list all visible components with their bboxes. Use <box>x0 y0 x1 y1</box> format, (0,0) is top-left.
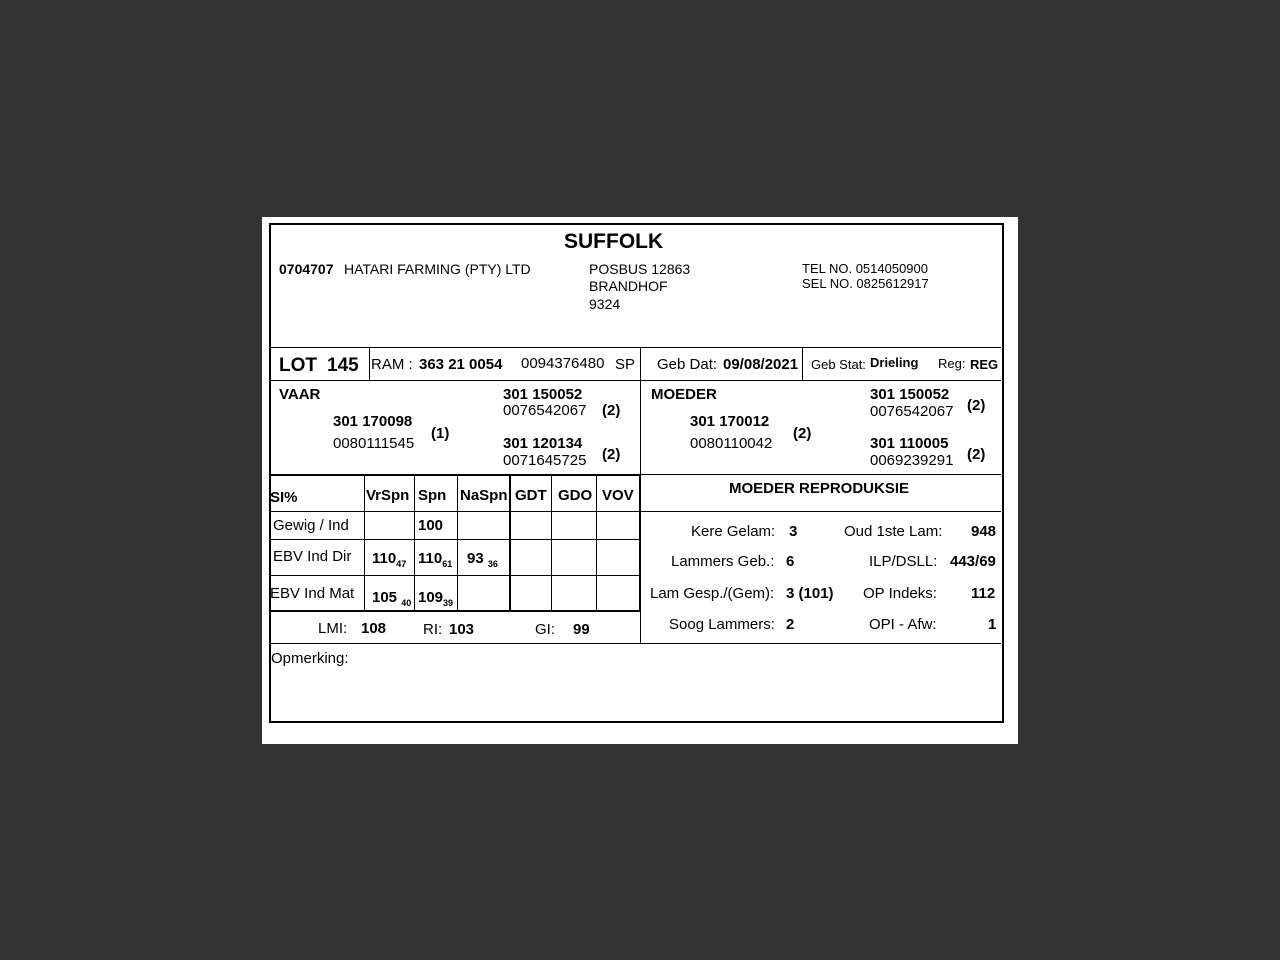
lot-label: LOT <box>279 355 317 376</box>
accuracy-value: 40 <box>401 598 412 608</box>
lammers-geb-label: Lammers Geb.: <box>671 553 775 570</box>
lammers-geb-value: 6 <box>786 553 795 570</box>
oud-1ste-lam-value: 948 <box>971 523 997 540</box>
divider <box>802 348 803 380</box>
dam-code: (2) <box>793 425 812 442</box>
birth-status: Drieling <box>870 355 919 370</box>
sire-sire-registration: 301 150052 <box>503 386 583 403</box>
divider <box>369 348 370 380</box>
registration-label: Reg: <box>938 356 966 371</box>
ebv-value: 110 <box>418 550 443 567</box>
sire-heading: VAAR <box>279 386 321 403</box>
soog-lammers-value: 2 <box>786 616 795 633</box>
ebv-value: 110 <box>372 550 397 567</box>
divider <box>270 347 1001 348</box>
divider <box>414 475 415 611</box>
accuracy-value: 36 <box>487 559 498 569</box>
sire-id: 0080111545 <box>333 435 415 452</box>
ebv-ind-dir-vrspn <box>372 551 406 569</box>
divider <box>270 643 1001 644</box>
soog-lammers-label: Soog Lammers: <box>669 616 775 633</box>
divider <box>364 475 365 611</box>
breed-title: SUFFOLK <box>564 230 664 253</box>
sire-registration: 301 170098 <box>333 413 413 430</box>
ilp-dsll-label: ILP/DSLL: <box>869 553 938 570</box>
birth-status-label: Geb Stat: <box>811 357 866 372</box>
gewig-ind-spn: 100 <box>418 517 444 534</box>
dam-sire-registration: 301 150052 <box>870 386 950 403</box>
column-header-vov: VOV <box>602 487 634 504</box>
op-indeks-label: OP Indeks: <box>863 585 937 602</box>
divider <box>640 474 1001 475</box>
ebv-ind-mat-spn <box>418 590 453 608</box>
ebv-value: 105 <box>372 589 398 606</box>
gi-value: 99 <box>573 621 590 638</box>
ram-label: RAM : <box>371 356 413 373</box>
ram-id-number: 0094376480 <box>521 355 605 372</box>
sp-code: SP <box>615 356 636 373</box>
divider <box>270 575 641 576</box>
sire-code: (1) <box>431 425 450 442</box>
lmi-value: 108 <box>361 620 387 637</box>
ilp-dsll-value: 443/69 <box>950 553 996 570</box>
divider <box>640 511 1001 512</box>
dam-dam-registration: 301 110005 <box>870 435 949 452</box>
ram-number: 363 21 0054 <box>419 356 503 373</box>
opi-afw-value: 1 <box>988 616 997 633</box>
divider <box>270 511 641 512</box>
column-header-naspn: NaSpn <box>460 487 508 504</box>
address-line-3: 9324 <box>589 296 621 312</box>
dam-heading: MOEDER <box>651 386 717 403</box>
divider <box>270 539 641 540</box>
lmi-label: LMI: <box>318 620 348 637</box>
dam-sire-code: (2) <box>967 397 986 414</box>
lam-gesp-label: Lam Gesp./(Gem): <box>650 585 775 602</box>
ebv-ind-mat-vrspn <box>372 590 411 608</box>
lot-number: 145 <box>327 355 359 376</box>
gi-label: GI: <box>535 621 556 638</box>
column-header-gdo: GDO <box>558 487 593 504</box>
divider <box>551 475 552 611</box>
birth-date-label: Geb Dat: <box>657 356 718 373</box>
column-header-vrspn: VrSpn <box>366 487 410 504</box>
sire-dam-code: (2) <box>602 446 621 463</box>
dam-sire-id: 0076542067 <box>870 403 954 420</box>
divider <box>457 475 458 611</box>
sire-sire-code: (2) <box>602 402 621 419</box>
divider <box>639 475 641 611</box>
lam-gesp-value: 3 (101) <box>786 585 834 602</box>
sire-dam-registration: 301 120134 <box>503 435 583 452</box>
accuracy-value: 61 <box>442 559 453 569</box>
row-label-ebv-ind-mat: EBV Ind Mat <box>270 585 355 602</box>
address-line-2: BRANDHOF <box>589 278 668 294</box>
divider <box>596 475 597 611</box>
divider <box>270 610 641 612</box>
ri-label: RI: <box>423 621 443 638</box>
divider <box>270 380 1001 381</box>
ebv-ind-dir-naspn <box>467 551 498 569</box>
ebv-ind-dir-spn <box>418 551 452 569</box>
accuracy-value: 39 <box>443 598 454 608</box>
row-label-gewig-ind: Gewig / Ind <box>273 517 349 534</box>
oud-1ste-lam-label: Oud 1ste Lam: <box>844 523 943 540</box>
birth-date: 09/08/2021 <box>723 356 799 373</box>
sire-sire-id: 0076542067 <box>503 402 587 419</box>
telephone-number: TEL NO. 0514050900 <box>802 261 928 276</box>
breeder-number: 0704707 <box>279 261 334 277</box>
ebv-value: 93 <box>467 550 484 567</box>
ri-value: 103 <box>449 621 475 638</box>
kere-gelam-value: 3 <box>789 523 798 540</box>
divider <box>509 475 511 611</box>
divider <box>270 474 641 476</box>
op-indeks-value: 112 <box>971 585 996 602</box>
cellphone-number: SEL NO. 0825612917 <box>802 276 929 291</box>
dam-id: 0080110042 <box>690 435 773 452</box>
column-header-spn: Spn <box>418 487 447 504</box>
dam-dam-id: 0069239291 <box>870 452 954 469</box>
reproduction-heading: MOEDER REPRODUKSIE <box>729 480 910 497</box>
breeder-name: HATARI FARMING (PTY) LTD <box>344 261 531 277</box>
column-header-gdt: GDT <box>515 487 547 504</box>
remarks-label: Opmerking: <box>271 650 349 667</box>
row-label-ebv-ind-dir: EBV Ind Dir <box>273 548 352 565</box>
address-line-1: POSBUS 12863 <box>589 261 691 277</box>
lot-card <box>269 223 1004 723</box>
ebv-value: 109 <box>418 589 444 606</box>
si-percent-header: SI% <box>270 489 298 506</box>
accuracy-value: 47 <box>396 559 407 569</box>
kere-gelam-label: Kere Gelam: <box>691 523 776 540</box>
dam-registration: 301 170012 <box>690 413 770 430</box>
sire-dam-id: 0071645725 <box>503 452 587 469</box>
registration-status: REG <box>970 357 999 372</box>
dam-dam-code: (2) <box>967 446 986 463</box>
opi-afw-label: OPI - Afw: <box>869 616 937 633</box>
